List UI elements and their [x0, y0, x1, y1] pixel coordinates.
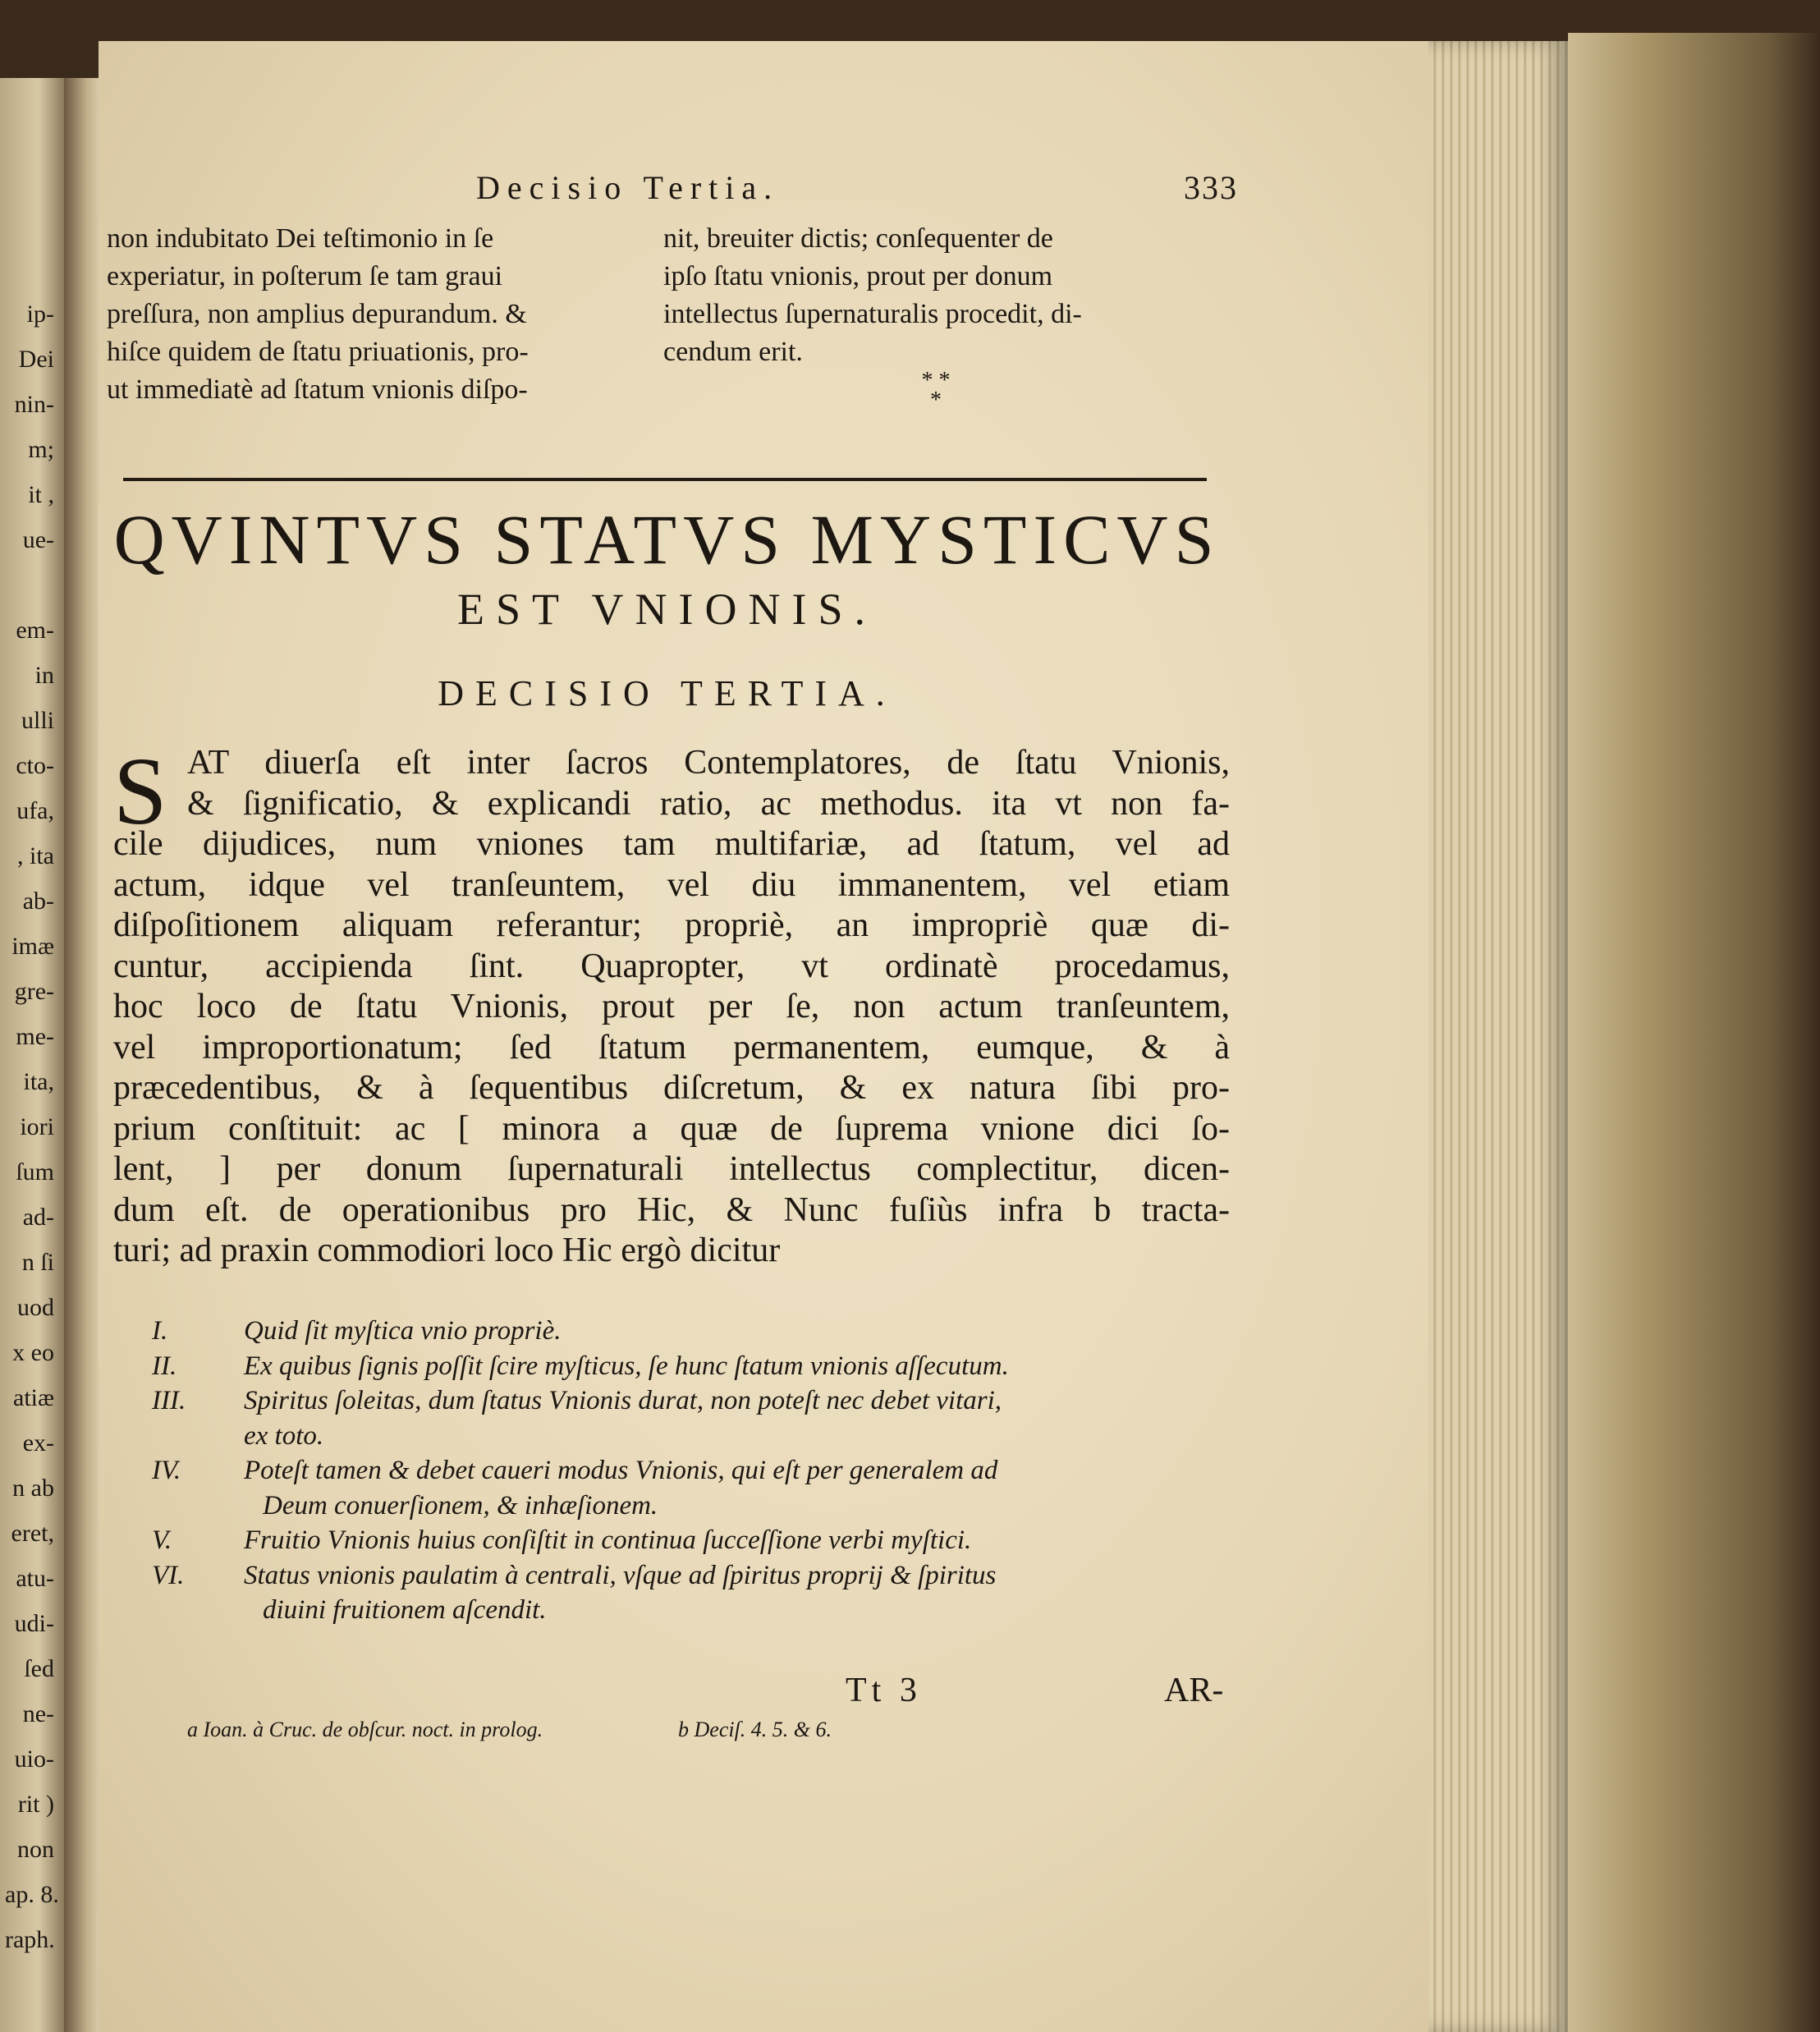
summary-number: III.	[152, 1386, 186, 1415]
summary-text: Status vnionis paulatim à centrali, vſque ad ſpiritus proprij & ſpiritus	[244, 1560, 997, 1590]
text-line: hiſce quidem de ſtatu priuationis, pro-	[107, 337, 529, 367]
margin-fragment: ip-	[26, 300, 54, 328]
text-line: cendum erit.	[663, 337, 803, 367]
summary-number: VI.	[152, 1560, 185, 1590]
summary-item	[152, 1558, 1235, 1594]
book-cover	[1568, 33, 1820, 2032]
body-line: turi; ad praxin commodiori loco Hic ergò dicitur	[113, 1232, 781, 1269]
asterism-top: * *	[921, 368, 951, 393]
body-line: & ſignificatio, & explicandi ratio, ac methodus. ita vt non fa-	[187, 784, 1230, 823]
summary-item	[152, 1383, 1235, 1419]
section-title: QVINTVS STATVS MYSTICVS	[113, 500, 1221, 579]
margin-fragment: uod	[17, 1294, 54, 1321]
margin-fragment: uio-	[14, 1745, 54, 1773]
margin-fragment: raph.	[5, 1926, 55, 1953]
body-line: cuntur, accipienda ſint. Quapropter, vt ordinatè procedamus,	[113, 947, 1230, 985]
margin-fragment: nin-	[14, 391, 54, 418]
margin-fragment: ne-	[22, 1700, 54, 1727]
text-line: ut immediatè ad ſtatum vnionis diſpo-	[107, 374, 528, 405]
margin-fragment: ab-	[22, 888, 54, 915]
margin-fragment: , ita	[17, 842, 54, 869]
section-subtitle: EST VNIONIS.	[456, 585, 878, 634]
body-line: lent, ] per donum ſupernaturali intellectus complectitur, dicen-	[113, 1150, 1230, 1188]
body-line: hoc loco de ſtatu Vnionis, prout per ſe, non actum tranſeuntem,	[113, 988, 1230, 1025]
summary-number: I.	[152, 1316, 168, 1346]
text-line: ipſo ſtatu vnionis, prout per donum	[663, 261, 1053, 291]
book-gutter	[64, 78, 103, 2032]
margin-fragment: atiæ	[13, 1384, 54, 1411]
summary-text: Deum conuerſionem, & inhæſionem.	[263, 1490, 658, 1521]
footnote-a: a Ioan. à Cruc. de obſcur. noct. in prolog.	[187, 1718, 543, 1741]
left-margin-fragments	[5, 291, 61, 1962]
summary-item	[152, 1314, 1235, 1349]
margin-fragment: ulli	[21, 707, 54, 734]
summary-text: diuini fruitionem aſcendit.	[263, 1595, 547, 1625]
margin-fragment: ad-	[22, 1204, 54, 1231]
left-page-edge	[0, 78, 64, 2032]
margin-fragment: ufa,	[16, 797, 54, 824]
page-number: 333	[1184, 169, 1238, 206]
margin-fragment: x eo	[12, 1339, 54, 1366]
margin-fragment: m;	[28, 436, 54, 463]
summary-item	[152, 1523, 1235, 1558]
catchword: AR-	[1164, 1672, 1224, 1709]
text-line: experiatur, in poſterum ſe tam graui	[107, 261, 503, 291]
summary-number: II.	[152, 1351, 177, 1381]
text-line: preſſura, non amplius depurandum. &	[107, 299, 527, 329]
summary-item-continuation	[152, 1593, 1235, 1628]
summary-text: Poteſt tamen & debet caueri modus Vnionis, qui eſt per generalem ad	[244, 1456, 998, 1485]
prior-section-right-column	[663, 220, 1222, 371]
summary-item	[152, 1349, 1235, 1384]
summary-list	[152, 1314, 1235, 1628]
summary-text: ex toto.	[244, 1420, 324, 1451]
text-line: non indubitato Dei teſtimonio in ſe	[107, 223, 494, 254]
margin-fragment	[5, 562, 54, 608]
text-line: nit, breuiter dictis; conſequenter de	[663, 223, 1053, 254]
margin-fragment: ſed	[24, 1655, 54, 1682]
margin-fragment: em-	[16, 617, 54, 644]
summary-text: Fruitio Vnionis huius conſiſtit in continua ſucceſſione verbi myſtici.	[244, 1525, 972, 1555]
margin-fragment: it ,	[28, 481, 54, 508]
prior-section-left-column	[107, 220, 640, 409]
decisio-heading: DECISIO TERTIA.	[438, 673, 896, 713]
page-fore-edge	[1428, 41, 1568, 2032]
body-line: cile dijudices, num vniones tam multifariæ, ad ſtatum, vel ad	[113, 825, 1230, 863]
running-title: Decisio Tertia.	[476, 169, 780, 206]
summary-text: Spiritus ſoleitas, dum ſtatus Vnionis durat, non poteſt nec debet vitari,	[244, 1386, 1002, 1415]
body-line: actum, idque vel tranſeuntem, vel diu immanentem, vel etiam	[113, 865, 1230, 904]
margin-fragment: atu-	[16, 1565, 54, 1592]
signature-mark: Tt 3	[846, 1672, 922, 1709]
margin-fragment: Dei	[18, 346, 54, 373]
summary-number: IV.	[152, 1456, 181, 1485]
margin-fragment: eret,	[11, 1520, 54, 1547]
footnote-b: b Deciſ. 4. 5. & 6.	[678, 1718, 832, 1741]
margin-fragment: in	[34, 662, 54, 689]
margin-fragment: imæ	[11, 933, 54, 960]
summary-text: Ex quibus ſignis poſſit ſcire myſticus, ſe hunc ſtatum vnionis aſſecutum.	[244, 1351, 1009, 1381]
body-text	[113, 737, 1230, 1272]
text-line: intellectus ſupernaturalis procedit, di-	[663, 299, 1082, 329]
margin-fragment: rit )	[17, 1791, 54, 1818]
section-rule	[123, 478, 1207, 481]
margin-fragment: non	[17, 1836, 54, 1863]
summary-item-continuation	[152, 1488, 1235, 1524]
body-line: præcedentibus, & à ſequentibus diſcretum, & ex natura ſibi pro-	[113, 1069, 1230, 1107]
asterism-bottom: *	[930, 388, 942, 413]
margin-fragment: ex-	[22, 1429, 54, 1456]
margin-fragment: udi-	[14, 1610, 54, 1637]
summary-text: Quid ſit myſtica vnio propriè.	[244, 1316, 562, 1346]
margin-fragment: ue-	[22, 526, 54, 553]
margin-fragment: iori	[20, 1113, 54, 1140]
summary-item-continuation	[152, 1419, 1235, 1454]
margin-fragment: cto-	[16, 752, 54, 779]
margin-fragment: ap. 8.	[5, 1881, 59, 1908]
summary-number: V.	[152, 1525, 172, 1555]
summary-item	[152, 1453, 1235, 1488]
asterism-ornament	[911, 368, 960, 413]
margin-fragment: me-	[16, 1023, 54, 1050]
margin-fragment: n ab	[12, 1475, 54, 1502]
margin-fragment: ſum	[16, 1158, 54, 1186]
drop-cap: S	[113, 737, 167, 845]
running-head	[476, 168, 1238, 218]
body-line: diſpoſitionem aliquam referantur; propriè, an impropriè quæ di-	[113, 906, 1230, 944]
body-line: AT diuerſa eſt inter ſacros Contemplatores, de ſtatu Vnionis,	[187, 744, 1230, 782]
margin-fragment: gre-	[14, 978, 54, 1005]
body-line: prium conſtituit: ac [ minora a quæ de ſuprema vnione dici ſo-	[113, 1109, 1230, 1148]
margin-fragment: ita,	[23, 1068, 54, 1095]
margin-fragment: n ſi	[21, 1249, 54, 1276]
body-line: vel improportionatum; ſed ſtatum permanentem, eumque, & à	[113, 1028, 1230, 1066]
body-line: dum eſt. de operationibus pro Hic, & Nunc fuſiùs infra b tracta-	[113, 1190, 1230, 1229]
